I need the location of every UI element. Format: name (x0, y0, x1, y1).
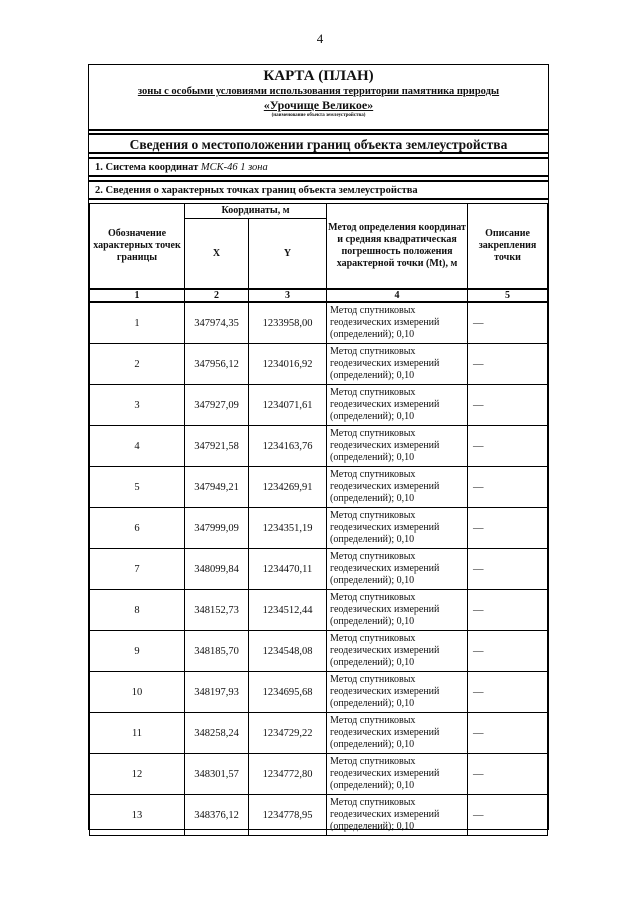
points-table (89, 203, 548, 836)
cell-method: Метод спутниковых геодезических измерений (определений); 0,10 (327, 508, 468, 549)
cell-y: 1233958,00 (249, 302, 327, 344)
cell-desc: — (468, 713, 548, 754)
cell-x: 348376,12 (185, 795, 249, 836)
cell-y: 1234512,44 (249, 590, 327, 631)
cell-desc: — (468, 631, 548, 672)
cell-point: 2 (90, 344, 185, 385)
cell-method: Метод спутниковых геодезических измерений (определений); 0,10 (327, 795, 468, 836)
cell-y: 1234729,22 (249, 713, 327, 754)
cell-point: 4 (90, 426, 185, 467)
cell-method: Метод спутниковых геодезических измерений (определений); 0,10 (327, 672, 468, 713)
cell-method: Метод спутниковых геодезических измерений (определений); 0,10 (327, 385, 468, 426)
object-name-note: (наименование объекта землеустройства) (271, 113, 366, 118)
cell-method: Метод спутниковых геодезических измерений (определений); 0,10 (327, 467, 468, 508)
cell-x: 348301,57 (185, 754, 249, 795)
cell-y: 1234269,91 (249, 467, 327, 508)
cell-x: 348099,84 (185, 549, 249, 590)
table-row (90, 713, 548, 754)
table-row (90, 508, 548, 549)
page-number: 4 (316, 31, 324, 46)
cell-desc: — (468, 426, 548, 467)
column-number: 4 (327, 289, 468, 302)
cell-point: 6 (90, 508, 185, 549)
cell-x: 348185,70 (185, 631, 249, 672)
cell-method: Метод спутниковых геодезических измерений (определений); 0,10 (327, 426, 468, 467)
cell-point: 13 (90, 795, 185, 836)
cell-y: 1234778,95 (249, 795, 327, 836)
title-block (89, 68, 548, 131)
cell-method: Метод спутниковых геодезических измерений (определений); 0,10 (327, 713, 468, 754)
cell-x: 348258,24 (185, 713, 249, 754)
points-heading (89, 180, 548, 200)
header-coordinates: Координаты, м (185, 204, 327, 219)
cell-point: 1 (90, 302, 185, 344)
cell-point: 9 (90, 631, 185, 672)
header-method: Метод определения координат и средняя квадратическая погрешность положения характерной точки (Мt), м (327, 204, 468, 290)
table-row (90, 590, 548, 631)
table-row (90, 549, 548, 590)
header-description: Описание закрепления точки (468, 204, 548, 290)
column-numbers-row (90, 289, 548, 302)
table-row (90, 302, 548, 344)
cell-desc: — (468, 385, 548, 426)
cell-method: Метод спутниковых геодезических измерений (определений); 0,10 (327, 344, 468, 385)
column-number: 3 (249, 289, 327, 302)
column-number: 1 (90, 289, 185, 302)
cell-desc: — (468, 549, 548, 590)
cell-point: 5 (90, 467, 185, 508)
cell-method: Метод спутниковых геодезических измерений (определений); 0,10 (327, 754, 468, 795)
table-row (90, 344, 548, 385)
cell-desc: — (468, 672, 548, 713)
header-x: X (185, 219, 249, 290)
cell-y: 1234163,76 (249, 426, 327, 467)
cell-desc: — (468, 590, 548, 631)
document-title: КАРТА (ПЛАН) (263, 68, 374, 84)
table-row (90, 754, 548, 795)
header-y: Y (249, 219, 327, 290)
cell-method: Метод спутниковых геодезических измерений (определений); 0,10 (327, 549, 468, 590)
cell-desc: — (468, 467, 548, 508)
document-frame (88, 64, 549, 830)
coord-system-line (89, 157, 548, 177)
cell-y: 1234548,08 (249, 631, 327, 672)
cell-desc: — (468, 344, 548, 385)
cell-method: Метод спутниковых геодезических измерений (определений); 0,10 (327, 590, 468, 631)
document-subtitle: зоны с особыми условиями использования территории памятника природы (137, 86, 500, 97)
cell-desc: — (468, 508, 548, 549)
column-number: 2 (185, 289, 249, 302)
table-row (90, 385, 548, 426)
table-row (90, 672, 548, 713)
cell-y: 1234695,68 (249, 672, 327, 713)
column-number: 5 (468, 289, 548, 302)
cell-point: 8 (90, 590, 185, 631)
cell-point: 7 (90, 549, 185, 590)
cell-x: 347999,09 (185, 508, 249, 549)
cell-x: 347927,09 (185, 385, 249, 426)
cell-desc: — (468, 302, 548, 344)
coord-system-label: 1. Система координат (95, 162, 199, 173)
table-row (90, 467, 548, 508)
cell-point: 11 (90, 713, 185, 754)
cell-y: 1234351,19 (249, 508, 327, 549)
table-row (90, 426, 548, 467)
cell-y: 1234016,92 (249, 344, 327, 385)
object-name: «Урочище Великое» (263, 98, 374, 112)
table-row (90, 795, 548, 836)
header-designation: Обозначение характерных точек границы (90, 204, 185, 290)
cell-point: 10 (90, 672, 185, 713)
cell-x: 347974,35 (185, 302, 249, 344)
cell-x: 348152,73 (185, 590, 249, 631)
cell-x: 347949,21 (185, 467, 249, 508)
coord-system-value: МСК-46 1 зона (200, 162, 268, 173)
cell-x: 347956,12 (185, 344, 249, 385)
cell-desc: — (468, 795, 548, 836)
cell-method: Метод спутниковых геодезических измерений (определений); 0,10 (327, 302, 468, 344)
cell-y: 1234772,80 (249, 754, 327, 795)
cell-x: 347921,58 (185, 426, 249, 467)
cell-x: 348197,93 (185, 672, 249, 713)
section-title: Сведения о местоположении границ объекта землеустройства (89, 133, 548, 154)
cell-point: 3 (90, 385, 185, 426)
cell-y: 1234470,11 (249, 549, 327, 590)
table-row (90, 631, 548, 672)
points-heading-text: 2. Сведения о характерных точках границ объекта землеустройства (95, 185, 418, 196)
cell-point: 12 (90, 754, 185, 795)
cell-y: 1234071,61 (249, 385, 327, 426)
cell-desc: — (468, 754, 548, 795)
cell-method: Метод спутниковых геодезических измерений (определений); 0,10 (327, 631, 468, 672)
